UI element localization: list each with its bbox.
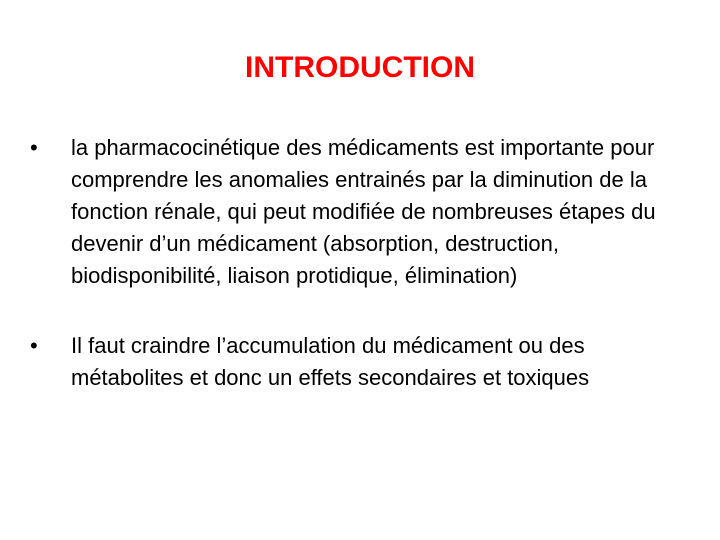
bullet-text: Il faut craindre l’accumulation du médicament ou des métabolites et donc un effets secondaires et toxiques	[71, 333, 590, 390]
bullet-list	[30, 132, 702, 394]
bullet-icon: •	[30, 333, 38, 358]
bullet-item	[30, 132, 702, 292]
bullet-text: la pharmacocinétique des médicaments est importante pour comprendre les anomalies entrainés par la diminution de la fonction rénale, qui peut modifiée de nombreuses étapes du devenir d’un médicament (absorption, destruction, biodisponibilité, liaison protidique, élimination)	[71, 135, 656, 288]
slide-title: INTRODUCTION	[245, 51, 475, 84]
bullet-icon: •	[30, 135, 38, 160]
bullet-item	[30, 330, 702, 394]
